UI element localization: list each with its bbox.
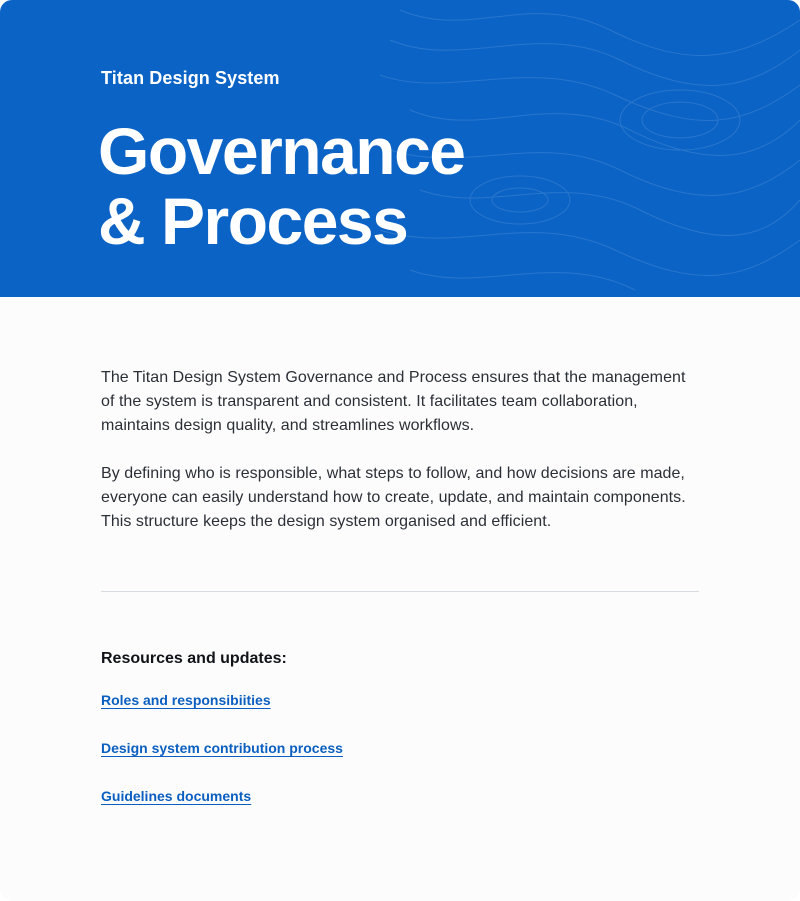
- link-guidelines-documents[interactable]: Guidelines documents: [101, 788, 252, 804]
- resources-section: [101, 648, 343, 834]
- section-divider: [101, 591, 699, 592]
- list-item: [101, 690, 343, 711]
- list-item: [101, 786, 343, 807]
- page-title-line-1: Governance: [98, 114, 465, 188]
- hero-eyebrow: Titan Design System: [101, 68, 280, 88]
- resources-link-list: [101, 690, 343, 807]
- intro-paragraph-2: By defining who is responsible, what steps to follow, and how decisions are made, everyone can easily understand how to create, update, and maintain components. This structure keeps the design system organised and efficient.: [101, 465, 686, 530]
- list-item: [101, 738, 343, 759]
- page-title-line-2: & Process: [98, 184, 408, 258]
- intro-paragraph-1: The Titan Design System Governance and Process ensures that the management of the system is transparent and consistent. It facilitates team collaboration, maintains design quality, and streamlines workflows.: [101, 369, 686, 434]
- intro-section: [101, 366, 701, 534]
- link-contribution-process[interactable]: Design system contribution process: [101, 740, 343, 756]
- link-roles-and-responsibilities[interactable]: Roles and responsibiities: [101, 692, 271, 708]
- page-title: [98, 116, 465, 256]
- resources-heading: Resources and updates:: [101, 650, 287, 667]
- hero-banner: [0, 0, 800, 297]
- hero-content: [98, 66, 465, 258]
